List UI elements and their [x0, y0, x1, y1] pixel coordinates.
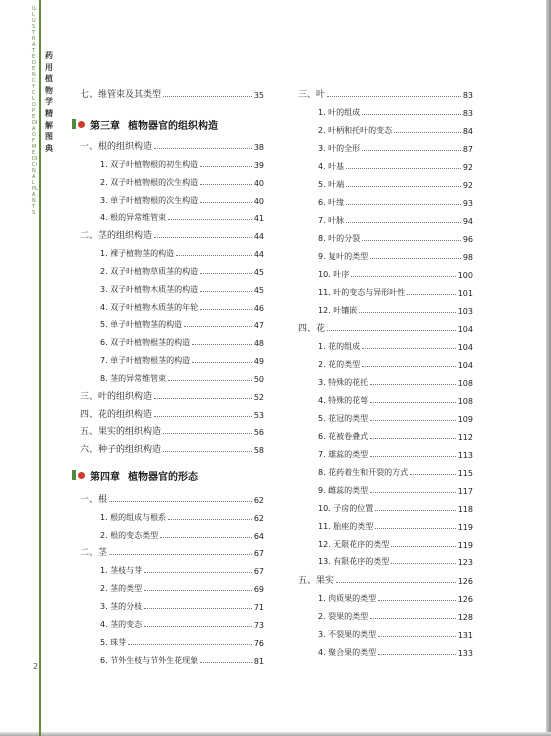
toc-entry-page: 96 [462, 235, 473, 244]
dot-leader [144, 626, 252, 627]
toc-section-entry[interactable] [290, 570, 473, 586]
toc-entry-title: 七、维管束及其类型 [80, 90, 162, 100]
dot-leader [407, 294, 455, 295]
toc-subsection-entry[interactable] [290, 156, 473, 172]
toc-section-entry[interactable] [72, 136, 264, 152]
toc-entry-page: 73 [253, 621, 264, 630]
toc-entry-page: 35 [253, 91, 264, 100]
chapter-title: 植物器官的形态 [128, 471, 198, 483]
toc-entry-page: 49 [253, 357, 264, 366]
dot-leader [359, 312, 455, 313]
dot-leader [370, 438, 456, 439]
chapter-marker-icon [72, 119, 86, 129]
toc-entry-title: 2. 根的变态类型 [100, 531, 159, 540]
toc-entry-title: 5. 花冠的类型 [318, 414, 369, 423]
toc-subsection-entry[interactable] [290, 336, 473, 352]
toc-entry-page: 84 [462, 127, 473, 136]
toc-entry-page: 115 [457, 469, 473, 478]
toc-entry-title: 1. 花的组成 [318, 342, 361, 351]
toc-subsection-entry[interactable] [290, 120, 473, 136]
toc-entry-page: 101 [457, 289, 473, 298]
toc-entry-title: 3. 双子叶植物木质茎的构造 [100, 285, 199, 294]
toc-subsection-entry[interactable] [290, 588, 473, 604]
toc-entry-page: 64 [253, 532, 264, 541]
toc-section-entry[interactable] [72, 404, 264, 420]
toc-subsection-entry[interactable] [290, 390, 473, 406]
toc-chapter-heading[interactable] [72, 466, 264, 484]
toc-subsection-entry[interactable] [72, 279, 264, 295]
toc-entry-title: 4. 叶基 [318, 162, 345, 171]
toc-entry-title: 1. 叶的组成 [318, 108, 361, 117]
toc-entry-title: 7. 叶脉 [318, 216, 345, 225]
toc-entry-page: 131 [457, 631, 473, 640]
toc-entry-title: 1. 肉质果的类型 [318, 594, 377, 603]
toc-entry-title: 11. 胎座的类型 [318, 522, 374, 531]
toc-section-entry[interactable] [72, 84, 264, 100]
toc-entry-page: 87 [462, 145, 473, 154]
dot-leader [351, 276, 455, 277]
dot-leader [168, 219, 252, 220]
toc-entry-page: 81 [253, 657, 264, 666]
dot-leader [394, 132, 461, 133]
toc-section-entry[interactable] [72, 489, 264, 505]
toc-entry-title: 7. 雄蕊的类型 [318, 450, 369, 459]
toc-section-entry[interactable] [290, 84, 473, 100]
toc-entry-page: 104 [457, 325, 473, 334]
toc-subsection-entry[interactable] [290, 300, 473, 316]
toc-subsection-entry[interactable] [72, 525, 264, 541]
toc-subsection-entry[interactable] [72, 243, 264, 259]
dot-leader [391, 546, 455, 547]
toc-entry-title: 二、茎 [80, 548, 108, 558]
toc-subsection-entry[interactable] [290, 551, 473, 567]
toc-subsection-entry[interactable] [290, 192, 473, 208]
toc-entry-title: 8. 花药着生和开裂的方式 [318, 468, 409, 477]
toc-entry-title: 五、果实的组织构造 [80, 427, 162, 437]
toc-entry-title: 3. 特殊的花托 [318, 378, 369, 387]
dot-leader [370, 384, 456, 385]
dot-leader [370, 492, 456, 493]
toc-entry-title: 2. 双子叶植物草质茎的构造 [100, 267, 199, 276]
toc-subsection-entry[interactable] [72, 614, 264, 630]
toc-entry-title: 6. 节外生枝与节外生花现象 [100, 656, 199, 665]
toc-chapter-heading[interactable] [72, 115, 264, 133]
toc-entry-title: 3. 不裂果的类型 [318, 630, 377, 639]
toc-entry-page: 118 [457, 505, 473, 514]
dot-leader [144, 590, 252, 591]
dot-leader [168, 519, 252, 520]
chapter-marker-icon [72, 470, 86, 480]
dot-leader [192, 362, 252, 363]
dot-leader [391, 563, 455, 564]
toc-entry-page: 119 [457, 523, 473, 532]
toc-entry-page: 112 [457, 433, 473, 442]
dot-leader [200, 309, 252, 310]
dot-leader [378, 600, 456, 601]
toc-entry-title: 3. 茎的分枝 [100, 602, 143, 611]
toc-entry-title: 1. 双子叶植物根的初生构造 [100, 160, 199, 169]
chapter-label: 第三章 [90, 120, 120, 132]
toc-entry-page: 117 [457, 487, 473, 496]
toc-section-entry[interactable] [72, 225, 264, 241]
toc-entry-page: 92 [462, 181, 473, 190]
toc-entry-page: 126 [457, 595, 473, 604]
toc-subsection-entry[interactable] [290, 498, 473, 514]
toc-entry-title: 2. 裂果的类型 [318, 612, 369, 621]
dot-leader [109, 554, 252, 555]
dot-leader [378, 654, 456, 655]
chapter-label: 第四章 [90, 471, 120, 483]
toc-entry-page: 40 [253, 197, 264, 206]
side-english-title: ILLUSTRATED ENCYCLOPEDIA OF MEDICINAL PLANTS [32, 6, 38, 216]
toc-subsection-entry[interactable] [290, 480, 473, 496]
dot-leader [200, 291, 252, 292]
toc-entry-page: 39 [253, 161, 264, 170]
toc-subsection-entry[interactable] [72, 368, 264, 384]
dot-leader [163, 96, 252, 97]
toc-entry-page: 100 [457, 271, 473, 280]
dot-leader [378, 636, 456, 637]
toc-entry-page: 98 [462, 253, 473, 262]
toc-entry-page: 53 [253, 411, 264, 420]
toc-entry-title: 五、果实 [298, 576, 335, 586]
toc-entry-title: 2. 双子叶植物根的次生构造 [100, 178, 199, 187]
toc-subsection-entry[interactable] [290, 264, 473, 280]
toc-subsection-entry[interactable] [72, 172, 264, 188]
dot-leader [160, 537, 252, 538]
toc-subsection-entry[interactable] [72, 154, 264, 170]
toc-entry-title: 9. 雌蕊的类型 [318, 486, 369, 495]
toc-entry-page: 83 [462, 91, 473, 100]
toc-entry-page: 46 [253, 304, 264, 313]
dot-leader [370, 258, 461, 259]
toc-entry-page: 62 [253, 496, 264, 505]
toc-entry-title: 3. 单子叶植物根的次生构造 [100, 196, 199, 205]
toc-subsection-entry[interactable] [290, 534, 473, 550]
toc-entry-title: 5. 珠芽 [100, 638, 127, 647]
toc-entry-page: 109 [457, 415, 473, 424]
toc-entry-page: 69 [253, 585, 264, 594]
dot-leader [346, 222, 461, 223]
toc-subsection-entry[interactable] [290, 408, 473, 424]
toc-entry-title: 一、根的组织构造 [80, 142, 153, 152]
toc-entry-title: 11. 叶的变态与异形叶性 [318, 288, 406, 297]
margin-rule [39, 0, 41, 736]
toc-section-entry[interactable] [72, 542, 264, 558]
toc-entry-title: 12. 叶镶嵌 [318, 306, 358, 315]
toc-entry-title: 6. 叶缘 [318, 198, 345, 207]
toc-subsection-entry[interactable] [72, 578, 264, 594]
toc-subsection-entry[interactable] [72, 650, 264, 666]
toc-entry-page: 44 [253, 250, 264, 259]
toc-entry-title: 4. 根的异常维管束 [100, 213, 167, 222]
dot-leader [176, 255, 252, 256]
page-number: 2 [33, 662, 39, 671]
dot-leader [375, 510, 455, 511]
toc-entry-title: 2. 叶柄和托叶的变态 [318, 126, 393, 135]
dot-leader [200, 273, 252, 274]
toc-entry-title: 2. 花的类型 [318, 360, 361, 369]
toc-entry-title: 8. 叶的分裂 [318, 234, 361, 243]
dot-leader [154, 398, 252, 399]
toc-entry-title: 5. 单子叶植物茎的构造 [100, 320, 183, 329]
toc-subsection-entry[interactable] [290, 426, 473, 442]
dot-leader [168, 380, 252, 381]
toc-entry-title: 10. 子房的位置 [318, 504, 374, 513]
toc-entry-page: 103 [457, 307, 473, 316]
dot-leader [346, 168, 461, 169]
toc-entry-page: 123 [457, 558, 473, 567]
toc-entry-title: 三、叶的组织构造 [80, 392, 153, 402]
toc-subsection-entry[interactable] [72, 207, 264, 223]
toc-entry-title: 7. 单子叶植物根茎的构造 [100, 356, 191, 365]
side-chinese-title: 药用植物学精解图典 [45, 51, 53, 153]
dot-leader [200, 202, 252, 203]
toc-entry-title: 8. 茎的异常维管束 [100, 374, 167, 383]
toc-entry-title: 10. 叶序 [318, 270, 350, 279]
toc-entry-title: 一、根 [80, 495, 108, 505]
toc-entry-title: 三、叶 [298, 90, 326, 100]
toc-subsection-entry[interactable] [72, 297, 264, 313]
toc-subsection-entry[interactable] [72, 596, 264, 612]
dot-leader [327, 330, 456, 331]
toc-entry-page: 113 [457, 451, 473, 460]
dot-leader [370, 618, 456, 619]
dot-leader [370, 456, 456, 457]
toc-entry-page: 128 [457, 613, 473, 622]
toc-entry-page: 83 [462, 109, 473, 118]
dot-leader [109, 501, 252, 502]
dot-leader [154, 416, 252, 417]
toc-entry-page: 93 [462, 199, 473, 208]
toc-entry-page: 50 [253, 375, 264, 384]
toc-entry-title: 4. 特殊的花萼 [318, 396, 369, 405]
toc-subsection-entry[interactable] [72, 350, 264, 366]
toc-entry-title: 六、种子的组织构造 [80, 445, 162, 455]
toc-entry-page: 45 [253, 286, 264, 295]
toc-subsection-entry[interactable] [290, 102, 473, 118]
toc-entry-page: 47 [253, 321, 264, 330]
toc-entry-page: 104 [457, 361, 473, 370]
toc-entry-title: 12. 无限花序的类型 [318, 540, 390, 549]
toc-subsection-entry[interactable] [290, 282, 473, 298]
toc-subsection-entry[interactable] [290, 372, 473, 388]
page-right-edge [546, 0, 551, 736]
toc-section-entry[interactable] [72, 386, 264, 402]
toc-subsection-entry[interactable] [290, 174, 473, 190]
toc-subsection-entry[interactable] [72, 507, 264, 523]
dot-leader [163, 433, 252, 434]
dot-leader [346, 204, 461, 205]
toc-entry-title: 四、花 [298, 324, 326, 334]
toc-subsection-entry[interactable] [72, 190, 264, 206]
toc-entry-title: 4. 双子叶植物木质茎的年轮 [100, 303, 199, 312]
toc-entry-page: 92 [462, 163, 473, 172]
toc-section-entry[interactable] [290, 318, 473, 334]
toc-subsection-entry[interactable] [290, 354, 473, 370]
toc-subsection-entry[interactable] [290, 642, 473, 658]
toc-section-entry[interactable] [72, 439, 264, 455]
toc-subsection-entry[interactable] [290, 246, 473, 262]
toc-entry-page: 76 [253, 639, 264, 648]
toc-entry-page: 108 [457, 379, 473, 388]
toc-entry-title: 1. 裸子植物茎的构造 [100, 249, 175, 258]
dot-leader [200, 184, 252, 185]
toc-entry-title: 6. 花被卷叠式 [318, 432, 369, 441]
toc-entry-page: 126 [457, 577, 473, 586]
toc-entry-page: 104 [457, 343, 473, 352]
toc-entry-page: 40 [253, 179, 264, 188]
toc-entry-page: 41 [253, 214, 264, 223]
toc-entry-title: 二、茎的组织构造 [80, 231, 153, 241]
toc-entry-title: 1. 茎枝与芽 [100, 566, 143, 575]
toc-entry-page: 58 [253, 446, 264, 455]
dot-leader [370, 402, 456, 403]
toc-entry-page: 45 [253, 268, 264, 277]
dot-leader [128, 644, 252, 645]
toc-entry-page: 38 [253, 143, 264, 152]
toc-subsection-entry[interactable] [290, 516, 473, 532]
dot-leader [362, 240, 461, 241]
toc-entry-title: 4. 茎的变态 [100, 620, 143, 629]
dot-leader [336, 582, 456, 583]
toc-entry-title: 5. 叶端 [318, 180, 345, 189]
toc-subsection-entry[interactable] [290, 462, 473, 478]
dot-leader [144, 608, 252, 609]
toc-subsection-entry[interactable] [290, 138, 473, 154]
toc-subsection-entry[interactable] [72, 560, 264, 576]
dot-leader [370, 420, 456, 421]
toc-entry-title: 6. 双子叶植物根茎的构造 [100, 338, 191, 347]
toc-entry-title: 2. 茎的类型 [100, 584, 143, 593]
dot-leader [410, 474, 456, 475]
dot-leader [200, 662, 252, 663]
dot-leader [154, 237, 252, 238]
toc-entry-page: 67 [253, 567, 264, 576]
dot-leader [375, 528, 455, 529]
toc-entry-title: 3. 叶的全形 [318, 144, 361, 153]
page-bottom-edge [0, 732, 551, 736]
toc-entry-page: 119 [457, 541, 473, 550]
toc-entry-page: 56 [253, 428, 264, 437]
toc-subsection-entry[interactable] [290, 228, 473, 244]
toc-entry-page: 133 [457, 649, 473, 658]
toc-entry-page: 67 [253, 549, 264, 558]
toc-entry-page: 62 [253, 514, 264, 523]
toc-entry-title: 1. 根的组成与根系 [100, 513, 167, 522]
dot-leader [154, 148, 252, 149]
dot-leader [200, 166, 252, 167]
dot-leader [362, 366, 456, 367]
dot-leader [362, 114, 461, 115]
toc-entry-page: 52 [253, 393, 264, 402]
toc-entry-page: 108 [457, 397, 473, 406]
dot-leader [184, 326, 252, 327]
dot-leader [163, 451, 252, 452]
toc-section-entry[interactable] [72, 421, 264, 437]
toc-subsection-entry[interactable] [290, 606, 473, 622]
toc-subsection-entry[interactable] [72, 261, 264, 277]
dot-leader [362, 348, 456, 349]
toc-entry-page: 44 [253, 232, 264, 241]
dot-leader [362, 150, 461, 151]
toc-entry-page: 48 [253, 339, 264, 348]
toc-entry-title: 9. 复叶的类型 [318, 252, 369, 261]
dot-leader [346, 186, 461, 187]
toc-entry-page: 94 [462, 217, 473, 226]
chapter-title: 植物器官的组织构造 [128, 120, 218, 132]
toc-subsection-entry[interactable] [72, 632, 264, 648]
toc-subsection-entry[interactable] [290, 210, 473, 226]
toc-subsection-entry[interactable] [72, 314, 264, 330]
toc-subsection-entry[interactable] [290, 444, 473, 460]
toc-subsection-entry[interactable] [72, 332, 264, 348]
dot-leader [144, 572, 252, 573]
toc-entry-title: 13. 有限花序的类型 [318, 557, 390, 566]
toc-entry-title: 4. 聚合果的类型 [318, 648, 377, 657]
toc-entry-page: 71 [253, 603, 264, 612]
dot-leader [327, 96, 461, 97]
toc-subsection-entry[interactable] [290, 624, 473, 640]
toc-entry-title: 四、花的组织构造 [80, 410, 153, 420]
dot-leader [192, 344, 252, 345]
